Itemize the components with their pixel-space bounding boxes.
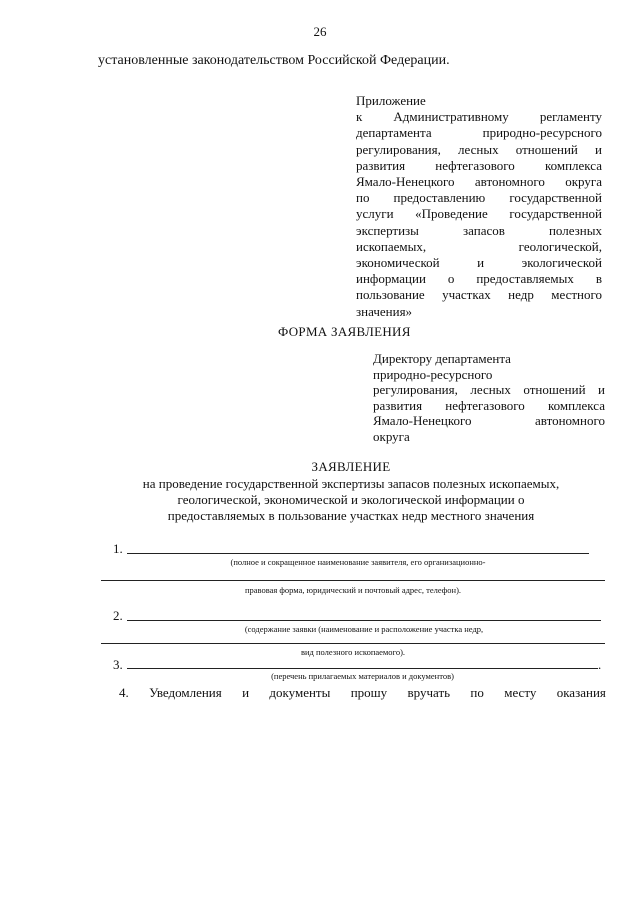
item1-applicant-field-continued[interactable]	[101, 580, 605, 581]
item2-request-field-continued[interactable]	[101, 643, 605, 644]
appendix-line: пользование участках недр местного	[356, 287, 602, 303]
appendix-line: регулирования, лесных отношений и	[356, 141, 602, 157]
addressee-line: регулирования, лесных отношений и	[373, 382, 605, 397]
appendix-line: к Административному регламенту	[356, 109, 602, 125]
addressee-line: Директору департамента	[373, 351, 511, 366]
item4-word: вручать	[407, 685, 451, 700]
form-title: ФОРМА ЗАЯВЛЕНИЯ	[278, 324, 411, 339]
item2-number: 2.	[113, 608, 123, 623]
addressee-line: развития нефтегазового комплекса	[373, 397, 605, 413]
addressee-line: Ямало-Ненецкого автономного	[373, 413, 605, 428]
appendix-line: ископаемых, геологической,	[356, 238, 602, 254]
appendix-line: Приложение	[356, 93, 426, 108]
item1-applicant-field[interactable]	[127, 553, 589, 554]
appendix-line: экспертизы запасов полезных	[356, 222, 602, 238]
appendix-line: услуги «Проведение государственной	[356, 206, 602, 222]
appendix-header	[356, 93, 602, 320]
item4-word: месту	[504, 685, 537, 700]
appendix-line: экономической и экологической	[356, 255, 602, 271]
item2-request-field[interactable]	[127, 620, 601, 621]
application-subtitle-line: геологической, экономической и экологической информации о	[177, 492, 525, 507]
item1-caption-continued: правовая форма, юридический и почтовый адрес, телефон).	[244, 585, 462, 595]
appendix-line: информации о предоставляемых в	[356, 271, 602, 287]
item4-word: оказания	[556, 685, 606, 700]
item2-caption: (содержание заявки (наименование и расположение участка недр,	[244, 624, 484, 634]
addressee-line: округа	[373, 428, 410, 444]
appendix-line: развития нефтегазового комплекса	[356, 157, 602, 173]
item3-attachments-field[interactable]	[127, 668, 598, 669]
application-subtitle-line: предоставляемых в пользование участках недр местного значения	[167, 508, 535, 523]
appendix-line: по предоставлению государственной	[356, 190, 602, 206]
application-subtitle	[113, 476, 589, 524]
item4-word: 4.	[119, 685, 129, 700]
item3-number: 3.	[113, 657, 123, 672]
item3-end-mark: .	[598, 657, 602, 672]
item4-word: прошу	[350, 685, 388, 700]
addressee-line: природно-ресурсного	[373, 366, 493, 382]
item4-word: и	[242, 685, 250, 700]
application-subtitle-line: на проведение государственной экспертизы запасов полезных ископаемых,	[142, 476, 560, 491]
continuation-text: установленные законодательством Российской Федерации.	[98, 53, 450, 68]
item4-word: Уведомления	[149, 685, 222, 700]
item1-caption: (полное и сокращенное наименование заявителя, его организационно-	[230, 557, 486, 567]
page-number: 26	[313, 24, 327, 39]
item1-number: 1.	[113, 541, 123, 556]
item2-caption-continued: вид полезного ископаемого).	[300, 647, 406, 657]
application-title: ЗАЯВЛЕНИЕ	[311, 459, 391, 474]
item4-word: документы	[269, 685, 331, 700]
item3-caption: (перечень прилагаемых материалов и документов)	[271, 671, 454, 681]
appendix-line: значения»	[356, 303, 413, 319]
appendix-line: департамента природно-ресурсного	[356, 125, 602, 141]
item4-paragraph	[119, 685, 606, 701]
item4-word: по	[470, 685, 484, 700]
appendix-line: Ямало-Ненецкого автономного округа	[356, 174, 602, 190]
addressee-block	[373, 351, 605, 444]
